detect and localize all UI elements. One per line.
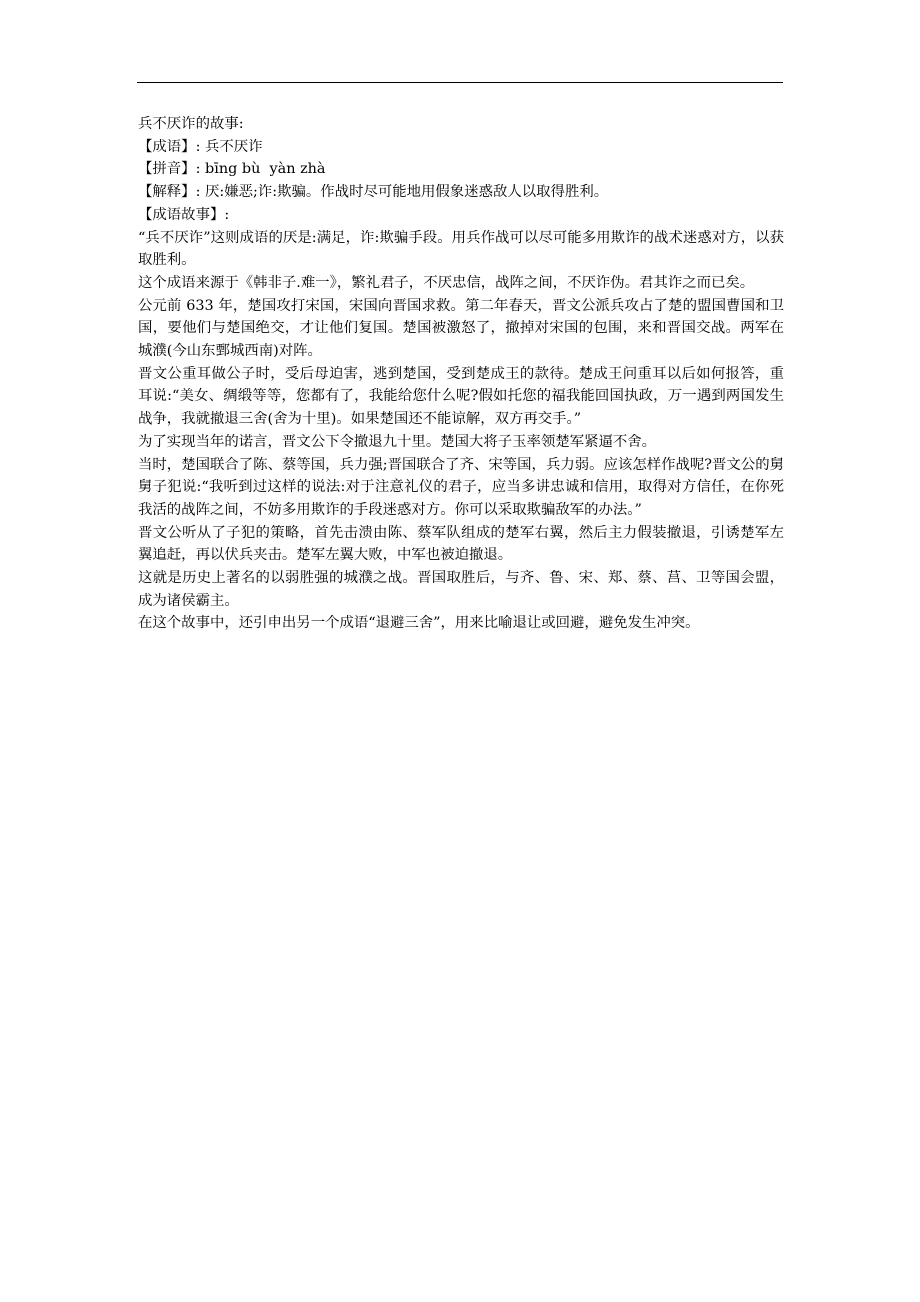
pinyin-entry xyxy=(138,158,784,181)
story-paragraph: 为了实现当年的诺言，晋文公下令撤退九十里。楚国大将子玉率领楚军紧逼不舍。 xyxy=(138,433,657,450)
story-label-entry xyxy=(138,204,784,227)
idiom-separator: : xyxy=(195,138,206,155)
pinyin-separator: : xyxy=(195,161,206,178)
story-paragraph: 晋文公重耳做公子时，受后母迫害，逃到楚国，受到楚成王的款待。楚成王问重耳以后如何报答，重耳说:“美女、绸缎等等，您都有了，我能给您什么呢?假如托您的福我能回国执政，万一遇到两国发生战争，我就撤退三舍(舍为十里)。如果楚国还不能谅解，双方再交手。” xyxy=(138,365,784,428)
story-paragraph: 当时，楚国联合了陈、蔡等国，兵力强;晋国联合了齐、宋等国，兵力弱。应该怎样作战呢?晋文公的舅舅子犯说:“我听到过这样的说法:对于注意礼仪的君子，应当多讲忠诚和信用，取得对方信任，在你死我活的战阵之间，不妨多用欺诈的手段迷惑对方。你可以采取欺骗敌军的办法。” xyxy=(138,456,784,518)
story-paragraph: 晋文公听从了子犯的策略，首先击溃由陈、蔡军队组成的楚军右翼，然后主力假装撤退，引诱楚军左翼追赶，再以伏兵夹击。楚军左翼大败，中军也被迫撤退。 xyxy=(138,524,784,564)
story-paragraph: 这就是历史上著名的以弱胜强的城濮之战。晋国取胜后，与齐、鲁、宋、郑、蔡、莒、卫等国会盟，成为诸侯霸主。 xyxy=(138,570,784,609)
pinyin-value: bīng bù yàn zhà xyxy=(205,161,326,178)
story-paragraph: 在这个故事中，还引申出另一个成语“退避三舍”，用来比喻退让或回避，避免发生冲突。 xyxy=(138,615,700,632)
document-body xyxy=(138,113,784,635)
story-heading: 兵不厌诈的故事: xyxy=(138,116,244,132)
pinyin-label: 【拼音】 xyxy=(138,161,196,178)
story-label: 【成语故事】 xyxy=(138,206,225,223)
story-label-separator: : xyxy=(224,206,230,223)
explanation-label: 【解释】 xyxy=(138,184,196,201)
idiom-entry xyxy=(138,136,784,159)
story-paragraph: 这个成语来源于《韩非子.难一》，繁礼君子，不厌忠信，战阵之间，不厌诈伪。君其诈之而已矣。 xyxy=(138,274,755,291)
explanation-separator: : xyxy=(195,184,206,201)
header-rule xyxy=(137,82,783,83)
explanation-entry xyxy=(138,181,784,204)
idiom-label: 【成语】 xyxy=(138,138,196,155)
explanation-value: 厌:嫌恶;诈:欺骗。作战时尽可能地用假象迷惑敌人以取得胜利。 xyxy=(205,184,609,201)
story-paragraph: “兵不厌诈”这则成语的厌是:满足，诈:欺骗手段。用兵作战可以尽可能多用欺诈的战术迷惑对方，以获取胜利。 xyxy=(138,229,784,269)
idiom-value: 兵不厌诈 xyxy=(205,138,263,155)
story-paragraph: 公元前 633 年，楚国攻打宋国，宋国向晋国求救。第二年春天，晋文公派兵攻占了楚的盟国曹国和卫国，要他们与楚国绝交，才让他们复国。楚国被激怒了，撤掉对宋国的包围，来和晋国交战。两军在城濮(今山东鄄城西南)对阵。 xyxy=(138,297,784,360)
